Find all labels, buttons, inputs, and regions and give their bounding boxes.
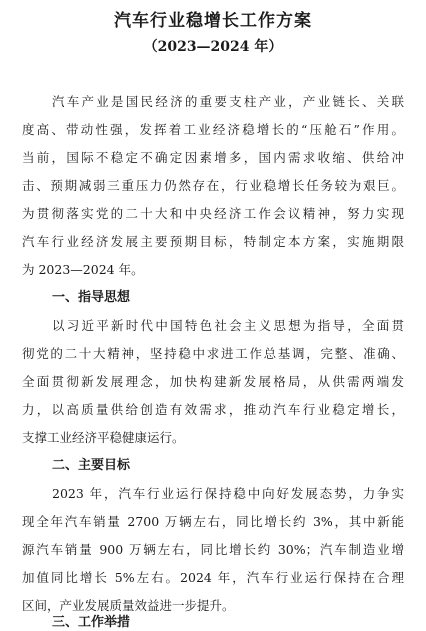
paragraph-line: 全面贯彻新发展理念，加快构建新发展格局，从供需两端发	[22, 374, 404, 389]
paragraph-line: 源汽车销量 900 万辆左右，同比增长约 30%；汽车制造业增	[22, 542, 404, 557]
paragraph-line: 汽车行业经济发展主要预期目标，特制定本方案，实施期限	[22, 234, 404, 249]
section-heading-work-measures: 三、工作举措	[52, 615, 131, 630]
paragraph-line: 当前，国际不稳定不确定因素增多，国内需求收缩、供给冲	[22, 150, 404, 165]
paragraph-line: 以习近平新时代中国特色社会主义思想为指导，全面贯	[52, 318, 404, 333]
section-heading-main-goals: 二、主要目标	[52, 458, 131, 473]
paragraph-line: 力，以高质量供给创造有效需求，推动汽车行业稳定增长，	[22, 402, 404, 417]
document-title: 汽车行业稳增长工作方案	[114, 11, 312, 31]
section-heading-guiding-ideology: 一、指导思想	[52, 290, 131, 305]
paragraph-line: 为 2023—2024 年。	[22, 262, 144, 277]
paragraph-line: 为贯彻落实党的二十大和中央经济工作会议精神，努力实现	[22, 206, 404, 221]
paragraph-line: 区间，产业发展质量效益进一步提升。	[22, 598, 235, 613]
paragraph-line: 彻党的二十大精神，坚持稳中求进工作总基调，完整、准确、	[22, 346, 404, 361]
paragraph-line: 支撑工业经济平稳健康运行。	[22, 430, 185, 445]
paragraph-line: 加值同比增长 5%左右。2024 年，汽车行业运行保持在合理	[22, 570, 404, 585]
paragraph-line: 汽车产业是国民经济的重要支柱产业，产业链长、关联	[52, 94, 404, 109]
paragraph-line: 度高、带动性强，发挥着工业经济稳增长的“压舱石”作用。	[22, 122, 404, 137]
paragraph-line: 击、预期减弱三重压力仍然存在，行业稳增长任务较为艰巨。	[22, 178, 404, 193]
paragraph-line: 现全年汽车销量 2700 万辆左右，同比增长约 3%，其中新能	[22, 514, 404, 529]
paragraph-line: 2023 年，汽车行业运行保持稳中向好发展态势，力争实	[52, 486, 404, 501]
document-subtitle: （2023—2024 年）	[143, 39, 283, 55]
